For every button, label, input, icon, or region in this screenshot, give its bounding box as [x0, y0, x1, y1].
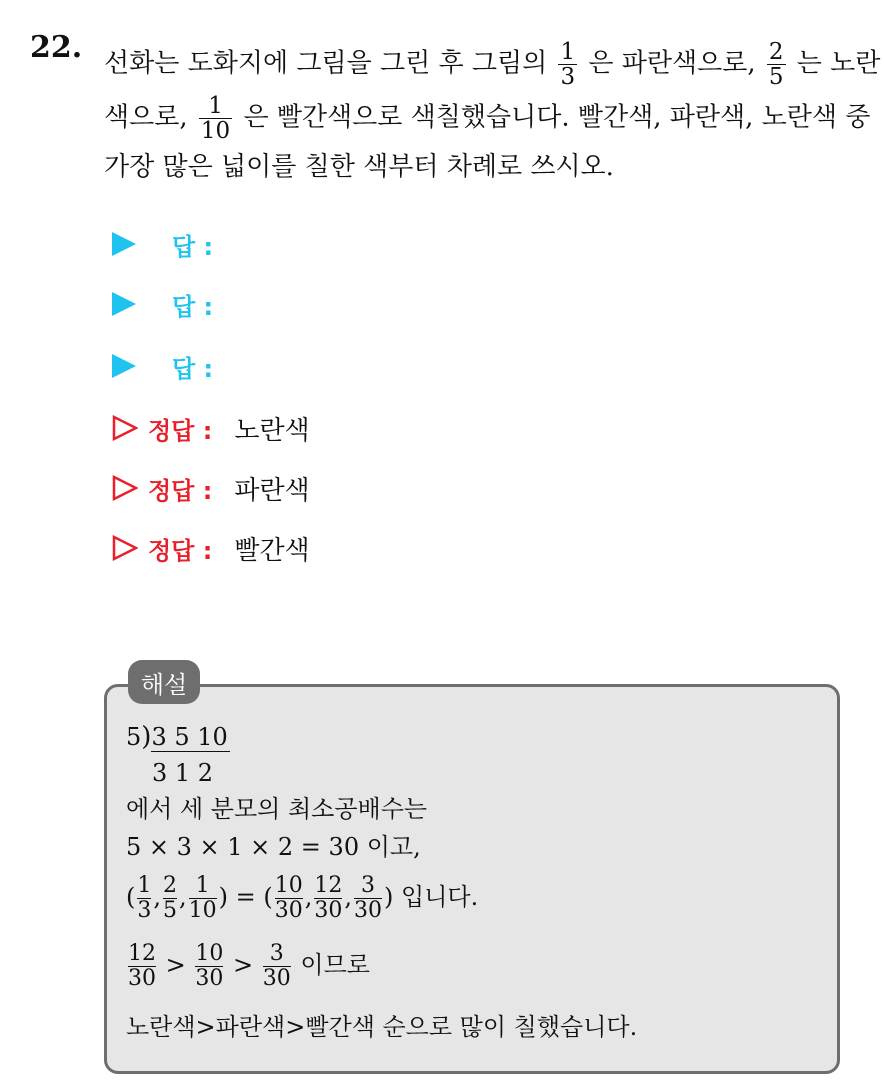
- fraction: $\frac{2}{5}$: [768, 39, 784, 90]
- triangle-outline-icon: [112, 475, 138, 501]
- solution-row: [112, 468, 310, 508]
- fraction: $\frac{1}{10}$: [188, 873, 217, 923]
- solution-label: 정답 :: [148, 416, 213, 445]
- play-icon: [112, 292, 136, 316]
- solution-row: [112, 528, 310, 568]
- question-text: 는 노란: [796, 48, 881, 79]
- division-row: 5)3 5 10: [126, 722, 228, 752]
- question-text: 은 빨간색으로 색칠했습니다. 빨간색, 파란색, 노란색 중: [243, 102, 871, 133]
- explanation-equation: ( $\frac{1}{3}$ , $\frac{2}{5}$ , $\frac{1}{10}$ ) = ( $\frac{10}{30}$ , $\frac{12}{30}$ , $\frac{3}{30}$ ) 입니다.: [126, 873, 479, 923]
- solution-value: 파란색: [234, 475, 310, 506]
- solution-value: 노란색: [234, 415, 310, 446]
- explanation-conclusion: 노란색>파란색>빨간색 순으로 많이 칠했습니다.: [126, 1013, 638, 1041]
- triangle-outline-icon: [112, 415, 138, 441]
- fraction: $\frac{12}{30}$: [314, 873, 343, 923]
- fraction: $\frac{3}{30}$: [354, 873, 383, 923]
- fraction: $\frac{1}{3}$: [137, 873, 152, 923]
- question-number: 22.: [30, 30, 83, 65]
- solution-label: 정답 :: [148, 536, 213, 565]
- fraction: $\frac{12}{30}$: [128, 941, 156, 991]
- explanation-comparison: $\frac{12}{30}$ > $\frac{10}{30}$ > $\frac{3}{30}$ 이므로: [128, 941, 370, 991]
- answer-row[interactable]: [112, 346, 213, 386]
- question-line-3: 가장 많은 넓이를 칠한 색부터 차례로 쓰시오.: [104, 152, 614, 182]
- triangle-outline-icon: [112, 535, 138, 561]
- fraction: $\frac{2}{5}$: [163, 873, 178, 923]
- question-text: 색으로,: [104, 102, 188, 133]
- fraction: $\frac{1}{10}$: [200, 93, 231, 144]
- division-numbers: 3 5 10: [151, 723, 228, 751]
- question-line-1: [104, 40, 880, 89]
- division-result: 3 1 2: [152, 759, 214, 787]
- answer-row[interactable]: [112, 284, 213, 324]
- answer-label: 답 :: [172, 292, 214, 321]
- solution-label: 정답 :: [148, 476, 213, 505]
- division-divisor: 5: [126, 723, 142, 751]
- question-line-2: [104, 94, 870, 143]
- solution-value: 빨간색: [234, 535, 310, 566]
- fraction: $\frac{10}{30}$: [195, 941, 224, 991]
- fraction: $\frac{1}{3}$: [560, 39, 576, 90]
- question-text: 선화는 도화지에 그림을 그린 후 그림의: [104, 48, 548, 79]
- solution-row: [112, 408, 310, 448]
- explanation-product: 5 × 3 × 1 × 2 = 30 이고,: [126, 833, 421, 861]
- play-icon: [112, 354, 136, 378]
- answer-row[interactable]: [112, 224, 213, 264]
- explanation-lcm: 에서 세 분모의 최소공배수는: [126, 795, 428, 823]
- answer-label: 답 :: [172, 354, 214, 383]
- answer-label: 답 :: [172, 232, 214, 261]
- fraction: $\frac{10}{30}$: [274, 873, 303, 923]
- explanation-tab: 해설: [128, 660, 200, 704]
- fraction: $\frac{3}{30}$: [262, 941, 291, 991]
- play-icon: [112, 232, 136, 256]
- question-text: 은 파란색으로,: [588, 48, 756, 79]
